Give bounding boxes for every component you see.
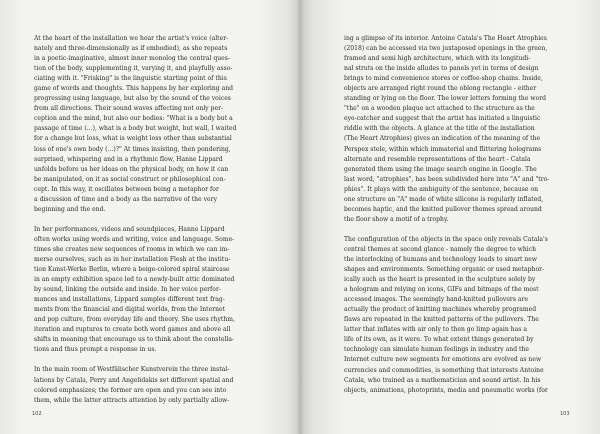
- text-line: eye-catcher and suggest that the artist has initiated a linguistic: [344, 115, 541, 123]
- text-line: times she creates new sequences of rooms in which we can im-: [34, 245, 230, 253]
- text-line: them, while the latter attracts attention by only partially allow-: [34, 396, 230, 404]
- right-text-column: [344, 34, 570, 406]
- text-line: life of its own, as it were. To what extent things generated by: [344, 336, 534, 344]
- text-line: objects are arranged right round the oblong rectangle - either: [344, 85, 537, 93]
- text-line: framed and semi high architecture, which with its longitudi-: [344, 55, 531, 63]
- body-paragraph: [34, 225, 260, 356]
- text-line: actually the product of knitting machines whereby programed: [344, 306, 537, 314]
- left-text-column: [34, 34, 260, 416]
- text-line: be manipulated, on it as social construct or philosophical con-: [34, 175, 226, 183]
- right-page-number: 103: [560, 411, 570, 417]
- text-line: accessed images. The seemingly hand-knitted pullovers are: [344, 296, 529, 304]
- text-line: standing or lying on the floor. The lower letters forming the word: [344, 95, 547, 103]
- text-line: loss of one's own body (...)?" At times insisting, then pondering,: [34, 145, 231, 153]
- text-line: Perspex stele, within which immaterial and flittering holograms: [344, 145, 542, 153]
- text-line: In her performances, videos and soundpieces, Hanne Lippard: [34, 225, 225, 233]
- text-line: nal struts on the inside alludes to panels yet in terms of design: [344, 65, 539, 73]
- text-line: surprised, whispering and in a rhythmic flow, Hanne Lippard: [34, 155, 223, 163]
- text-line: one structure an "A" made of white silicone is regularly inflated,: [344, 195, 544, 203]
- text-line: brings to mind convenience stores or coffee-shop chains. Inside,: [344, 75, 543, 83]
- body-paragraph: [344, 235, 570, 396]
- text-line: in an empty exhibition space led to a newly-built attic dominated: [34, 276, 235, 284]
- text-line: lations by Catala, Perry and Angelidakis set different spatial and: [34, 376, 234, 384]
- text-line: merse ourselves, such as in her installation Flesh at the institu-: [34, 255, 231, 263]
- text-line: progressing using language, but also by the sound of the voices: [34, 95, 231, 103]
- text-line: mances and installations, Lippard samples different text frag-: [34, 296, 225, 304]
- text-line: iteration and ruptures to create both word games and above all: [34, 326, 231, 334]
- text-line: flaws are repeated in the knitted patterns of the pullovers. The: [344, 316, 539, 324]
- text-line: tion Kunst-Werke Berlin, where a beige-colored spiral staircase: [34, 266, 230, 274]
- text-line: Catala, who trained as a mathematician and sound artist. In his: [344, 376, 541, 384]
- text-line: and pop culture, from everyday life and theory. She uses rhythm,: [34, 316, 235, 324]
- text-line: last word, "atrophies", has been subdivided here into "A" and "tro-: [344, 175, 550, 183]
- text-line: latter that inflates with air only to then go limp again has a: [344, 326, 527, 334]
- text-line: phies". It plays with the ambiguity of the sentence, because on: [344, 185, 539, 193]
- text-line: generated them using the image search engine in Google. The: [344, 165, 537, 173]
- text-line: objects, animations, photoprints, media and pneumatic works (for: [344, 386, 548, 394]
- text-line: Internet culture new segments for emotions are evolved as new: [344, 356, 542, 364]
- text-line: ically such as the heart is presented in the sculpture solely by: [344, 276, 536, 284]
- text-line: technology can simulate human feelings in industry and the: [344, 346, 530, 354]
- text-line: nately and three-dimensionally as if embodied), as she repeats: [34, 45, 228, 53]
- text-line: for a change but loss, what is weight loss other than substantial: [34, 135, 232, 143]
- text-line: currencies and commodities, is something that interests Antoine: [344, 366, 544, 374]
- text-line: by sound, linking the outside and inside. In her voice perfor-: [34, 286, 221, 294]
- book-gutter: [296, 0, 304, 434]
- text-line: shifts in meaning that encourage us to think about the constella-: [34, 336, 235, 344]
- text-line: in a poetic-imaginative, almost inner monolog the central ques-: [34, 55, 230, 63]
- text-line: ments from the financial and digital worlds, from the Internet: [34, 306, 226, 314]
- left-page-number: 102: [32, 411, 42, 417]
- text-line: cept. In this way, it oscillates between being a metaphor for: [34, 185, 219, 193]
- text-line: tions and thus prompt a response in us.: [34, 346, 157, 354]
- text-line: the interlocking of humans and technology leads to smart new: [344, 255, 538, 263]
- text-line: game of words and thoughts. This happens by her exploring and: [34, 85, 234, 93]
- text-line: colored emphasizes; the former are open and you can see into: [34, 386, 227, 394]
- text-line: beginning and the end.: [34, 205, 106, 213]
- text-line: a discussion of time and a body as the narrative of the very: [34, 195, 218, 203]
- text-line: riddle with the objects. A glance at the title of the installation: [344, 125, 535, 133]
- text-line: ception and the mind, but also our bodies: "What is a body but a: [34, 115, 233, 123]
- text-line: alternate and resemble representations of the heart - Catala: [344, 155, 531, 163]
- text-line: ing a glimpse of its interior. Antoine Catala's The Heart Atrophies: [344, 35, 547, 42]
- text-line: tion of the body, supplementing it, varying it, and playfully asso-: [34, 65, 233, 73]
- text-line: unfolds before us her ideas on the physical body, on how it can: [34, 165, 229, 173]
- text-line: ciating with it. "Frisking" is the linguistic starting point of this: [34, 75, 227, 83]
- text-line: shapes and environments. Something organic or used metaphor-: [344, 266, 545, 274]
- text-line: (The Heart Atrophies) gives an indication of the meaning of the: [344, 135, 541, 143]
- text-line: passage of time (...), what is a body but weight, but wall, I waited: [34, 125, 237, 133]
- text-line: central themes at second glance - namely the degree to which: [344, 245, 537, 253]
- text-line: (2018) can be accessed via two juxtaposed openings in the green,: [344, 45, 548, 53]
- text-line: "the" on a wooden plaque act attached to the structure as the: [344, 105, 535, 113]
- text-line: a hologram and relying on icons, GIFs and bitmaps of the most: [344, 286, 539, 294]
- text-line: becomes haptic, and the knitted pullover themes spread around: [344, 205, 542, 213]
- text-line: often works using words and writing, voice and language. Some-: [34, 235, 235, 243]
- body-paragraph: [344, 34, 570, 225]
- text-line: The configuration of the objects in the space only reveals Catala's: [344, 235, 548, 243]
- text-line: At the heart of the installation we hear the artist's voice (alter-: [34, 35, 229, 42]
- text-line: the floor show a motif of a trophy.: [344, 215, 449, 223]
- text-line: from all directions. Their sound waves affecting not only per-: [34, 105, 224, 113]
- body-paragraph: [34, 34, 260, 215]
- body-paragraph: [34, 365, 260, 405]
- text-line: In the main room of Westfälischer Kunstverein the three instal-: [34, 366, 230, 374]
